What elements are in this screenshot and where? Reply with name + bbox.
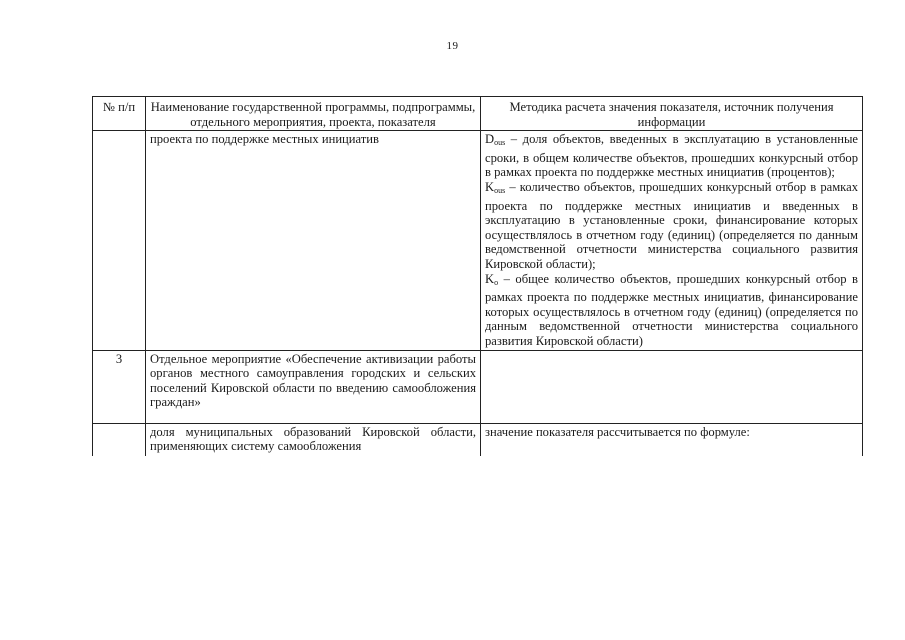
row3-method: значение показателя рассчитывается по формуле: [485,424,750,439]
header-name: Наименование государственной программы, подпрограммы, отдельного мероприятия, проекта, показателя [146,97,481,131]
header-num: № п/п [93,97,146,131]
row2-num: 3 [93,350,146,423]
symbol-k-ous: $K_{ous}$ [485,179,506,195]
table-header-row [93,97,863,131]
table-row [93,350,863,423]
symbol-k-o: $K_o$ [485,271,499,287]
row3-name: доля муниципальных образований Кировской области, применяющих систему самообложения [150,424,476,454]
table-row [93,423,863,456]
row1-method [481,131,863,350]
definition-d-ous: $D_{ous}$ – доля объектов, введенных в эксплуатацию в установленные сроки, в общем количестве объектов, прошедших конкурсный отбор в рамках проекта по поддержке местных инициатив (процентов); [485,132,858,180]
table-row [93,131,863,350]
definition-k-ous: $K_{ous}$ – количество объектов, прошедших конкурсный отбор в рамках проекта по поддержке местных инициатив и введенных в эксплуатацию в установленные сроки, финансирование которых осуществлялось в отчетном году (единиц) (определяется по данным ведомственной отчетности министерства социального развития Кировской области); [485,179,858,271]
row3-name-cell [146,423,481,456]
row2-method [481,350,863,423]
row2-name: Отдельное мероприятие «Обеспечение активизации работы органов местного самоуправления городских и сельских поселений Кировской области по введению самообложения граждан» [146,350,481,423]
row1-num [93,131,146,350]
header-method: Методика расчета значения показателя, источник получения информации [481,97,863,131]
row3-method-cell [481,423,863,456]
indicator-table [92,96,863,456]
row1-name: проекта по поддержке местных инициатив [146,131,481,350]
symbol-d-ous: $D_{ous}$ [485,132,506,148]
page-number: 19 [446,40,459,52]
definition-k-o: $K_o$ – общее количество объектов, прошедших конкурсный отбор в рамках проекта по поддержке местных инициатив, финансирование которых осуществлялось в отчетном году (единиц) (определяется по данным ведомственной отчетности министерства социального развития Кировской области) [485,271,858,348]
row3-num [93,423,146,456]
